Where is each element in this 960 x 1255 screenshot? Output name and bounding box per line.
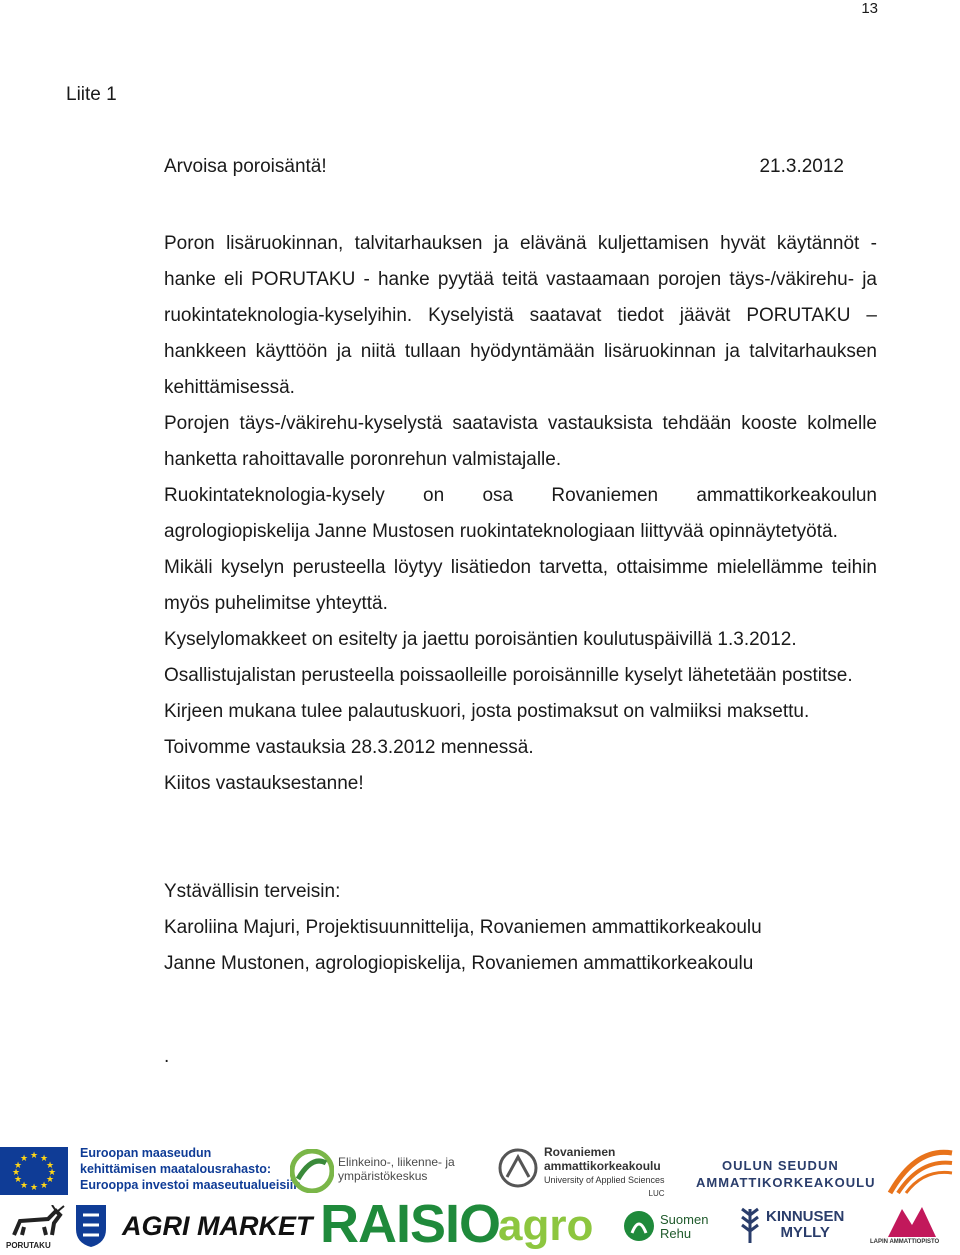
svg-text:★: ★ xyxy=(29,1183,39,1193)
svg-text:★: ★ xyxy=(39,1154,49,1164)
suomen-rehu-text: Rehu xyxy=(660,1226,692,1241)
agrimarket-logo: AGRI MARKET xyxy=(122,1211,313,1241)
wheat-icon xyxy=(736,1205,764,1245)
svg-text:★: ★ xyxy=(45,1161,55,1171)
svg-text:★: ★ xyxy=(11,1168,21,1178)
reindeer-icon xyxy=(8,1205,68,1241)
ely-text: Elinkeino-, liikenne- ja xyxy=(338,1155,455,1169)
kinnusen-text: KINNUSEN xyxy=(766,1208,845,1225)
svg-text:★: ★ xyxy=(39,1181,49,1191)
ely-text: ympäristökeskus xyxy=(338,1169,428,1183)
paragraph: Kyselylomakkeet on esitelty ja jaettu poroisäntien koulutuspäivillä 1.3.2012. xyxy=(164,629,797,650)
signer: Karoliina Majuri, Projektisuunnittelija, Rovaniemen ammattikorkeakoulu xyxy=(164,917,762,938)
oulu-text: OULUN SEUDUN xyxy=(722,1158,839,1173)
eu-text: kehittämisen maatalousrahasto: xyxy=(80,1162,272,1176)
letter-body xyxy=(164,226,877,802)
svg-text:★: ★ xyxy=(47,1168,57,1178)
letter-date: 21.3.2012 xyxy=(759,156,844,177)
luc-label: LUC xyxy=(648,1189,665,1198)
ramk-text: University of Applied Sciences xyxy=(544,1175,665,1185)
coat-of-arms-icon xyxy=(74,1203,108,1247)
paragraph: Ruokintateknologia-kysely on osa Rovaniemen ammattikorkeakoulun agrologiopiskelija Janne Mustosen ruokintateknologiaan liittyvää opinnäytetyötä. xyxy=(164,485,877,542)
greeting: Arvoisa poroisäntä! xyxy=(164,156,327,177)
closing-block xyxy=(164,874,762,982)
orange-swoosh-icon xyxy=(886,1147,956,1197)
agro-logo: agro xyxy=(498,1201,594,1250)
paragraph: Kiitos vastauksestanne! xyxy=(164,773,364,794)
svg-text:★: ★ xyxy=(13,1175,23,1185)
lapin-label: LAPIN AMMATTIOPISTO xyxy=(870,1239,940,1245)
eu-flag-icon xyxy=(0,1147,68,1195)
page-number: 13 xyxy=(861,0,878,17)
paragraph: Osallistujalistan perusteella poissaolleille poroisännille kyselyt lähetetään postitse. xyxy=(164,665,853,686)
ely-logo-icon xyxy=(290,1149,334,1193)
sponsor-logos xyxy=(0,1135,960,1252)
ramk-text: ammattikorkeakoulu xyxy=(544,1159,661,1173)
eu-text: Euroopan maaseudun xyxy=(80,1146,212,1160)
oulu-text: AMMATTIKORKEAKOULU xyxy=(696,1175,876,1190)
salutation: Ystävällisin terveisin: xyxy=(164,881,341,902)
suomen-rehu-icon xyxy=(622,1209,656,1243)
paragraph: Kirjeen mukana tulee palautuskuori, josta postimaksut on valmiiksi maksettu. xyxy=(164,701,810,722)
svg-text:★: ★ xyxy=(19,1181,29,1191)
suomen-rehu-text: Suomen xyxy=(660,1212,709,1227)
paragraph: Toivomme vastauksia 28.3.2012 mennessä. xyxy=(164,737,534,758)
svg-text:★: ★ xyxy=(13,1161,23,1171)
kinnusen-text: MYLLY xyxy=(780,1224,830,1241)
paragraph: Porojen täys-/väkirehu-kyselystä saatavista vastauksista tehdään kooste kolmelle hanketta rahoittavalle poronrehun valmistajalle. xyxy=(164,413,877,470)
eu-text: Eurooppa investoi maaseutualueisiin xyxy=(80,1178,301,1192)
raisio-logo: RAISIO xyxy=(320,1194,501,1254)
svg-text:★: ★ xyxy=(19,1154,29,1164)
lapin-logo-icon xyxy=(884,1203,940,1239)
paragraph: Mikäli kyselyn perusteella löytyy lisätiedon tarvetta, ottaisimme mielellämme teihin myös puhelimitse yhteyttä. xyxy=(164,557,877,614)
appendix-label: Liite 1 xyxy=(66,84,117,105)
porutaku-label: PORUTAKU xyxy=(6,1241,51,1250)
paragraph: Poron lisäruokinnan, talvitarhauksen ja elävänä kuljettamisen hyvät käytännöt -hanke eli PORUTAKU - hanke pyytää teitä vastaamaan porojen täys-/väkirehu- ja ruokintateknologia-kyselyihin. Kyselyistä saatavat tiedot jäävät PORUTAKU – hankkeen käyttöön ja niitä tullaan hyödyntämään lisäruokinnan ja talvitarhauksen kehittämisessä. xyxy=(164,233,877,398)
trailing-dot: . xyxy=(164,1046,170,1067)
signer: Janne Mustonen, agrologiopiskelija, Rovaniemen ammattikorkeakoulu xyxy=(164,953,754,974)
svg-text:★: ★ xyxy=(45,1175,55,1185)
ramk-text: Rovaniemen xyxy=(544,1145,616,1159)
svg-text:★: ★ xyxy=(29,1151,39,1161)
ramk-logo-icon xyxy=(497,1147,539,1189)
